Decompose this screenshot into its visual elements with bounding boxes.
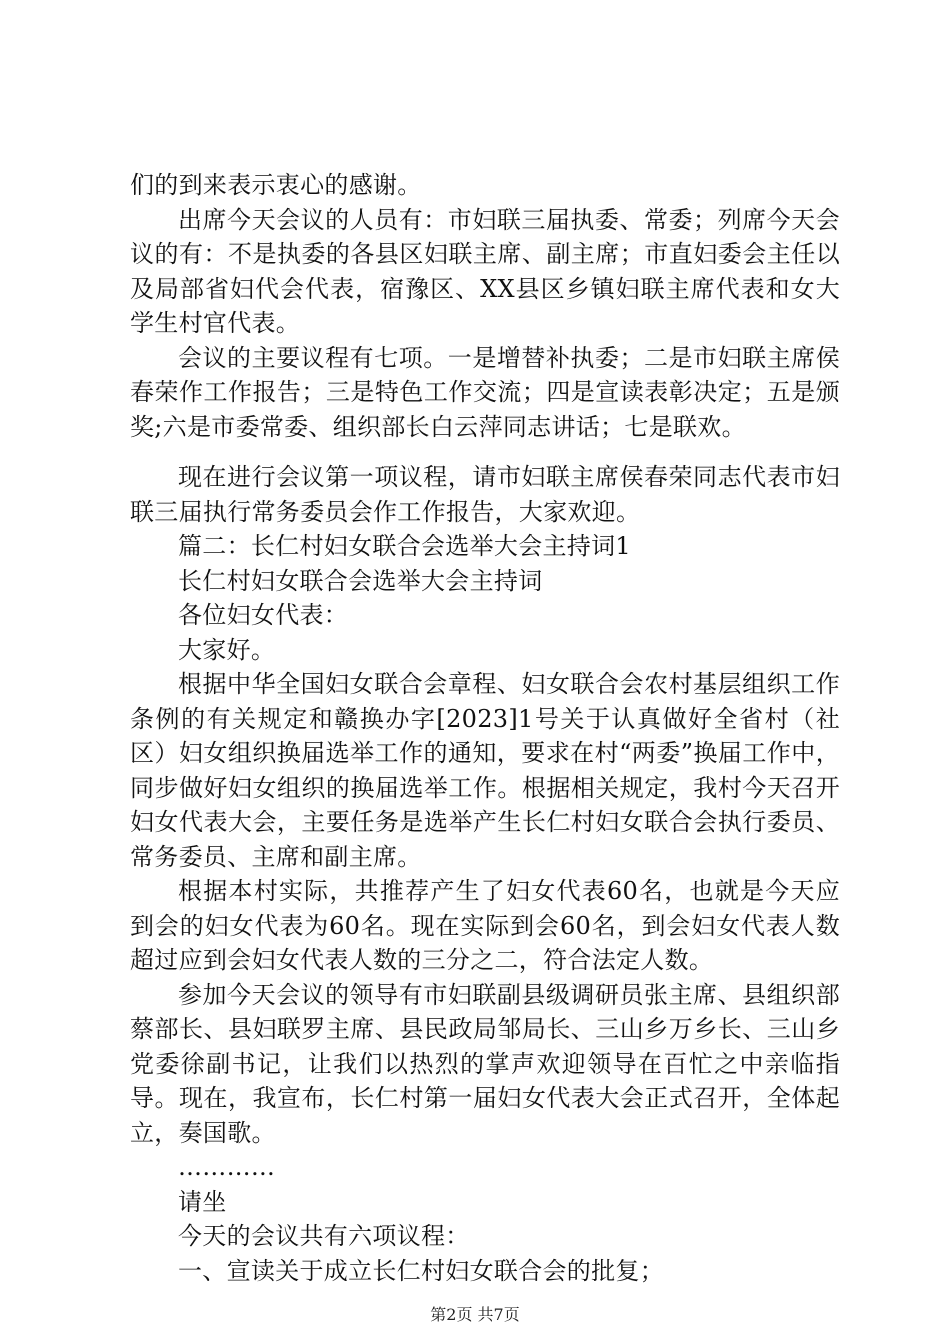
paragraph-agenda: 会议的主要议程有七项。一是增替补执委；二是市妇联主席侯春荣作工作报告；三是特色工作交流；四是宣读表彰决定；五是颁奖;六是市委常委、组织部长白云萍同志讲话；七是联欢。: [130, 343, 840, 441]
agenda-intro: 今天的会议共有六项议程：: [178, 1222, 470, 1250]
section-heading: 篇二：长仁村妇女联合会选举大会主持词1: [178, 532, 631, 560]
paragraph-attendees: 出席今天会议的人员有：市妇联三届执委、常委；列席今天会议的有：不是执委的各县区妇联主席、副主席；市直妇委会主任以及局部省妇代会代表，宿豫区、XX县区乡镇妇联主席代表和女大学生村官代表。: [130, 205, 840, 337]
please-sit-line: 请坐: [178, 1187, 227, 1216]
section-title: 长仁村妇女联合会选举大会主持词: [178, 566, 543, 595]
paragraph-first-item: 现在进行会议第一项议程，请市妇联主席侯春荣同志代表市妇联三届执行常务委员会作工作报告，大家欢迎。: [130, 463, 840, 526]
paragraph-gap: [130, 444, 840, 460]
paragraph-representatives: 根据本村实际，共推荐产生了妇女代表60名，也就是今天应到会的妇女代表为60名。现在实际到会60名，到会妇女代表人数超过应到会妇女代表人数的三分之二，符合法定人数。: [130, 877, 840, 974]
page-footer: 第2页 共7页: [430, 1305, 520, 1324]
paragraph-leaders: 参加今天会议的领导有市妇联副县级调研员张主席、县组织部蔡部长、县妇联罗主席、县民政局邹局长、三山乡万乡长、三山乡党委徐副书记，让我们以热烈的掌声欢迎领导在百忙之中亲临指导。现在，我宣布，长仁村第一届妇女代表大会正式召开，全体起立，奏国歌。: [130, 980, 840, 1147]
document-body: [130, 168, 840, 1288]
paragraph-continuation: 们的到来表示衷心的感谢。: [130, 171, 422, 199]
greeting: 大家好。: [178, 635, 276, 664]
paragraph-basis: 根据中华全国妇女联合会章程、妇女联合会农村基层组织工作条例的有关规定和赣换办字[2023]1号关于认真做好全省村（社区）妇女组织换届选举工作的通知，要求在村“两委”换届工作中，同步做好妇女组织的换届选举工作。根据相关规定，我村今天召开妇女代表大会，主要任务是选举产生长仁村妇女联合会执行委员、常务委员、主席和副主席。: [130, 670, 840, 871]
salutation: 各位妇女代表：: [178, 601, 349, 629]
agenda-item-1: 一、宣读关于成立长仁村妇女联合会的批复；: [178, 1256, 664, 1285]
ellipsis-line: …………: [178, 1153, 276, 1181]
